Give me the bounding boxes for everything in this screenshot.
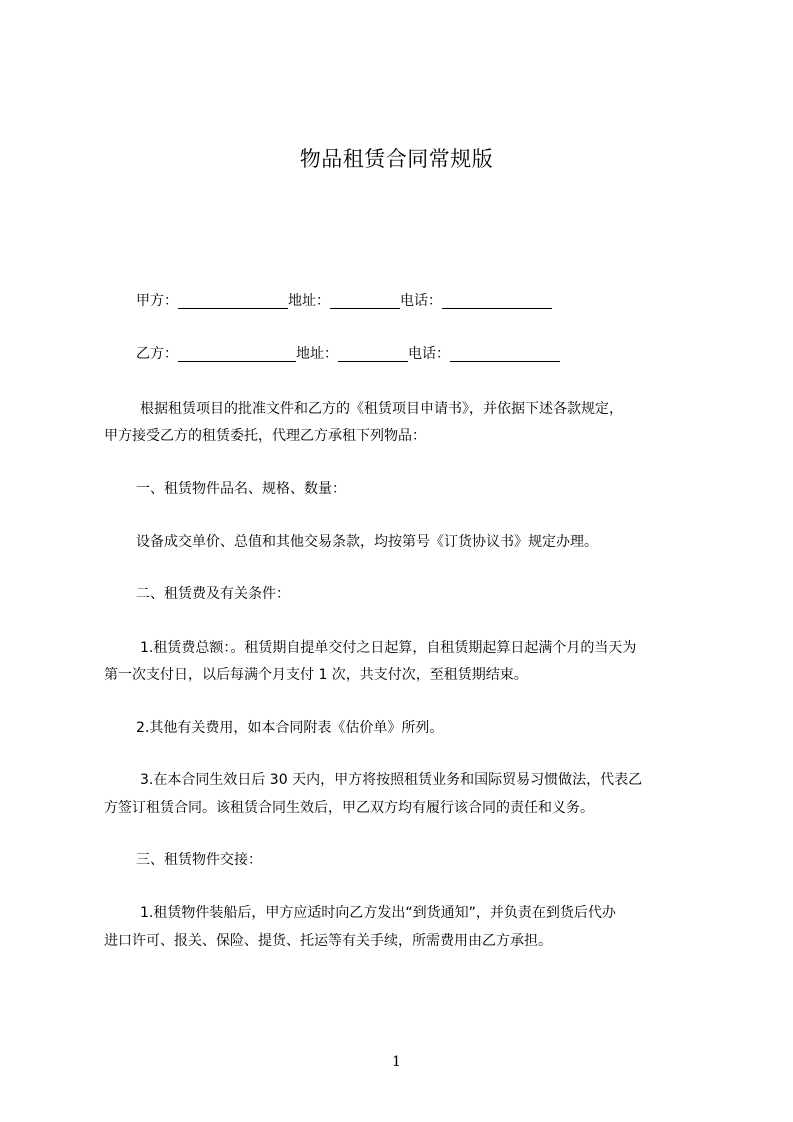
document-title: 物品租赁合同常规版 [299, 147, 494, 171]
section-2-item-3-line-2: 方签订租赁合同。该租赁合同生效后，甲乙双方均有履行该合同的责任和义务。 [104, 800, 594, 816]
section-2-item-1-line-1: 1.租赁费总额：。租赁期自提单交付之日起算，自租赁期起算日起满个月的当天为 [140, 640, 637, 656]
party-a-label: 甲方： [136, 293, 178, 309]
party-b-address-label: 地址： [296, 346, 338, 362]
section-2-item-2: 2.其他有关费用，如本合同附表《估价单》所列。 [136, 720, 444, 736]
intro-line-2: 甲方接受乙方的租赁委托，代理乙方承租下列物品： [104, 428, 426, 444]
party-a-line [136, 286, 552, 316]
party-b-line [136, 339, 560, 369]
section-2-item-1-line-2: 第一次支付日，以后每满个月支付 1 次，共支付次，至租赁期结束。 [104, 667, 528, 683]
intro-line-1: 根据租赁项目的批准文件和乙方的《租赁项目申请书》，并依据下述各款规定， [140, 401, 623, 417]
party-a-phone-field[interactable] [442, 292, 552, 309]
section-2-heading: 二、租赁费及有关条件： [136, 586, 290, 602]
page-number: 1 [392, 1054, 401, 1070]
section-2-item-3-line-1: 3.在本合同生效日后 30 天内，甲方将按照租赁业务和国际贸易习惯做法，代表乙 [140, 772, 643, 788]
party-a-name-field[interactable] [178, 292, 288, 309]
party-b-phone-label: 电话： [408, 346, 450, 362]
party-a-address-label: 地址： [288, 293, 330, 309]
section-1-text: 设备成交单价、总值和其他交易条款，均按第号《订货协议书》规定办理。 [136, 534, 598, 550]
party-a-phone-label: 电话： [400, 293, 442, 309]
section-3-item-1-line-2: 进口许可、报关、保险、提货、托运等有关手续，所需费用由乙方承担。 [104, 933, 552, 949]
party-b-address-field[interactable] [338, 345, 408, 362]
section-3-heading: 三、租赁物件交接： [136, 852, 262, 868]
section-1-heading: 一、租赁物件品名、规格、数量： [136, 481, 346, 497]
section-3-item-1-line-1: 1.租赁物件装船后，甲方应适时向乙方发出“到货通知”，并负责在到货后代办 [140, 905, 616, 921]
party-a-address-field[interactable] [330, 292, 400, 309]
party-b-phone-field[interactable] [450, 345, 560, 362]
party-b-name-field[interactable] [178, 345, 296, 362]
party-b-label: 乙方： [136, 346, 178, 362]
